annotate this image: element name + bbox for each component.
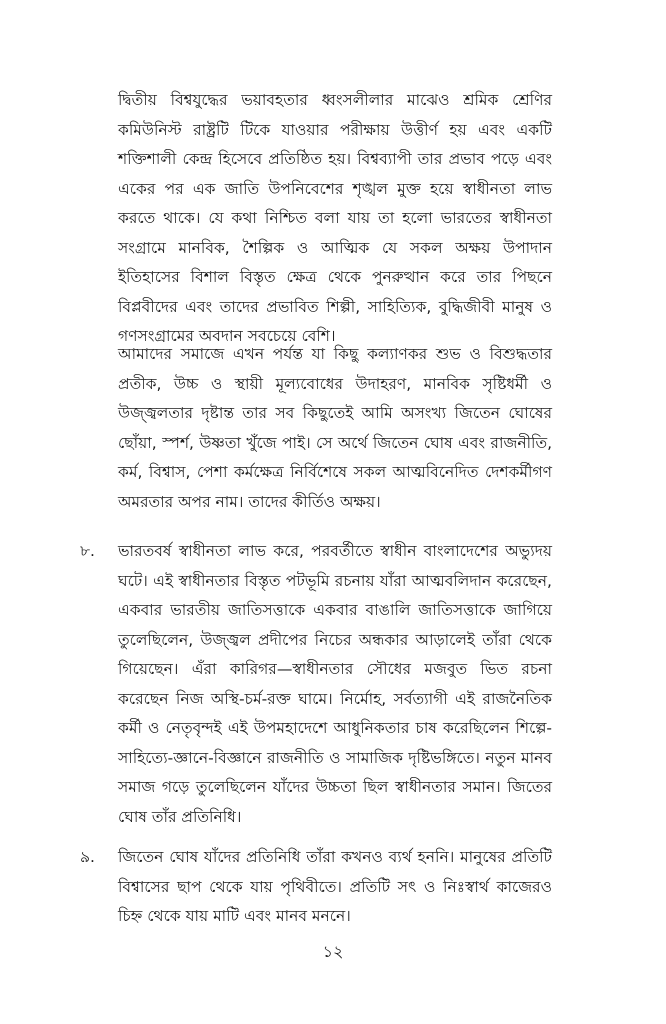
item-number-8: ৮. — [80, 542, 95, 560]
page-number: ১২ — [322, 942, 344, 961]
item-9-text: জিতেন ঘোষ যাঁদের প্রতিনিধি তাঁরা কখনও ব্যর্থ হননি। মানুষের প্রতিটি বিশ্বাসের ছাপ থেকে যায় পৃথিবীতে। প্রতিটি সৎ ও নিঃস্বার্থ কাজেরও চিহ্ন থেকে যায় মাটি এবং মানব মননে। — [118, 848, 552, 925]
paragraph-2: আমাদের সমাজে এখন পর্যন্ত যা কিছু কল্যাণকর শুভ ও বিশুদ্ধতার প্রতীক, উচ্চ ও স্থায়ী মূল্যবোধের উদাহরণ, মানবিক সৃষ্টিধর্মী ও উজ্জ্বলতার দৃষ্টান্ত তার সব কিছুতেই আমি অসংখ্য জিতেন ঘোষের ছোঁয়া, স্পর্শ, উষ্ণতা খুঁজে পাই। সে অর্থে জিতেন ঘোষ এবং রাজনীতি, কর্ম, বিশ্বাস, পেশা কর্মক্ষেত্র নির্বিশেষে সকল আত্মবিনেদিত দেশকর্মীগণ অমরতার অপর নাম। তাদের কীর্তিও অক্ষয়। — [118, 345, 552, 511]
item-8-text: ভারতবর্ষ স্বাধীনতা লাভ করে, পরবর্তীতে স্বাধীন বাংলাদেশের অভ্যুদয় ঘটে। এই স্বাধীনতার বিস্তৃত পটভূমি রচনায় যাঁরা আত্মবলিদান করেছেন, একবার ভারতীয় জাতিসত্তাকে একবার বাঙালি জাতিসত্তাকে জাগিয়ে তুলেছিলেন, উজ্জ্বল প্রদীপের নিচের অন্ধকার আড়ালেই তাঁরা থেকে গিয়েছেন। এঁরা কারিগর—স্বাধীনতার সৌধের মজবুত ভিত রচনা করেছেন নিজ অস্থি-চর্ম-রক্ত ঘামে। নির্মোহ, সর্বত্যাগী এই রাজনৈতিক কর্মী ও নেতৃবৃন্দই এই উপমহাদেশে আধুনিকতার চাষ করেছিলেন শিল্পে-সাহিত্যে-জ্ঞানে-বিজ্ঞানে রাজনীতি ও সামাজিক দৃষ্টিভঙ্গিতে। নতুন মানব সমাজ গড়ে তুলেছিলেন যাঁদের উচ্চতা ছিল স্বাধীনতার সমান। জিতের ঘোষ তাঁর প্রতিনিধি। — [118, 542, 552, 826]
paragraph-1: দ্বিতীয় বিশ্বযুদ্ধের ভয়াবহতার ধ্বংসলীলার মাঝেও শ্রমিক শ্রেণির কমিউনিস্ট রাষ্ট্রটি টিকে যাওয়ার পরীক্ষায় উত্তীর্ণ হয় এবং একটি শক্তিশালী কেন্দ্র হিসেবে প্রতিষ্ঠিত হয়। বিশ্বব্যাপী তার প্রভাব পড়ে এবং একের পর এক জাতি উপনিবেশের শৃঙ্খল মুক্ত হয়ে স্বাধীনতা লাভ করতে থাকে। যে কথা নিশ্চিত বলা যায় তা হলো ভারতের স্বাধীনতা সংগ্রামে মানবিক, শৈল্পিক ও আত্মিক যে সকল অক্ষয় উপাদান ইতিহাসের বিশাল বিস্তৃত ক্ষেত্র থেকে পুনরুত্থান করে তার পিছনে বিপ্লবীদের এবং তাদের প্রভাবিত শিল্পী, সাহিত্যিক, বুদ্ধিজীবী মানুষ ও গণসংগ্রামের অবদান সবচেয়ে বেশি। — [118, 91, 552, 345]
item-number-9: ৯. — [80, 848, 95, 866]
